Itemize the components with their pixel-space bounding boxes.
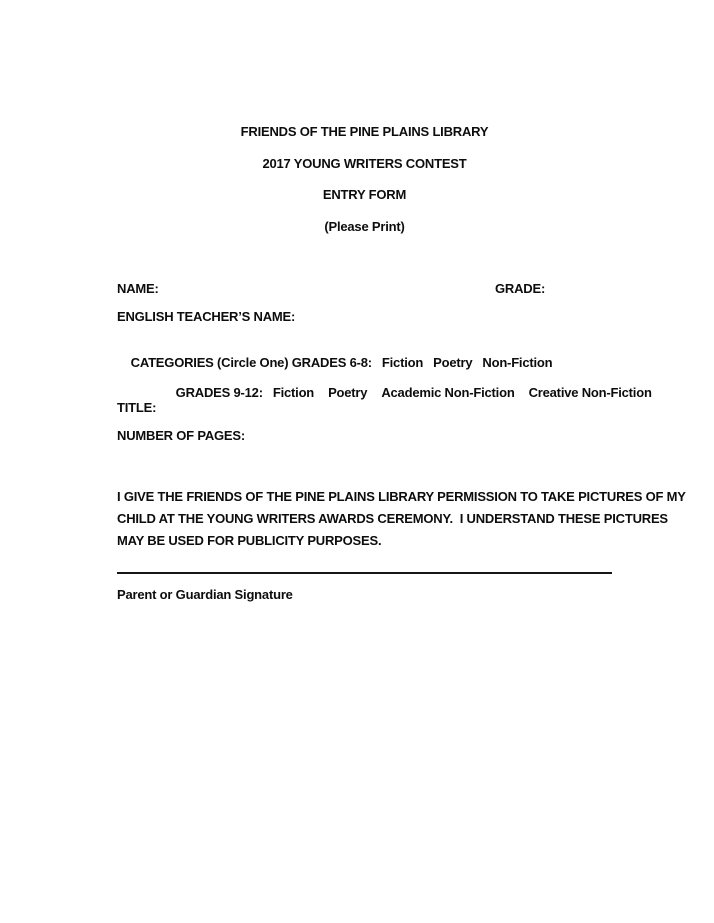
header-contest-title: 2017 YOUNG WRITERS CONTEST	[262, 156, 467, 171]
title-field-label: TITLE:	[117, 400, 157, 415]
category-6-8-option-poetry: Poetry	[433, 355, 473, 370]
name-field-label: NAME:	[117, 281, 159, 296]
category-9-12-option-poetry: Poetry	[328, 385, 368, 400]
header-organization: FRIENDS OF THE PINE PLAINS LIBRARY	[240, 124, 489, 139]
category-6-8-option-fiction: Fiction	[381, 355, 424, 370]
signature-caption: Parent or Guardian Signature	[117, 587, 293, 602]
grade-field-label: GRADE:	[495, 281, 546, 296]
category-9-12-option-fiction: Fiction	[272, 385, 315, 400]
category-6-8-option-non-fiction: Non-Fiction	[482, 355, 553, 370]
category-9-12-option-creative-non-fiction: Creative Non-Fiction	[528, 385, 652, 400]
permission-paragraph-line-2: CHILD AT THE YOUNG WRITERS AWARDS CEREMONY. I UNDERSTAND THESE PICTURES	[117, 511, 668, 526]
categories-6-8-label: CATEGORIES (Circle One) GRADES 6-8:	[130, 355, 372, 370]
signature-line	[117, 572, 612, 574]
permission-paragraph-line-1: I GIVE THE FRIENDS OF THE PINE PLAINS LIBRARY PERMISSION TO TAKE PICTURES OF MY	[117, 489, 686, 504]
categories-9-12-row	[162, 369, 652, 417]
pages-field-label: NUMBER OF PAGES:	[117, 428, 246, 443]
header-print-note: (Please Print)	[324, 219, 405, 234]
permission-paragraph-line-3: MAY BE USED FOR PUBLICITY PURPOSES.	[117, 533, 382, 548]
categories-9-12-label: GRADES 9-12:	[175, 385, 263, 400]
teacher-field-label: ENGLISH TEACHER’S NAME:	[117, 309, 296, 324]
category-9-12-option-academic-non-fiction: Academic Non-Fiction	[381, 385, 515, 400]
header-form-title: ENTRY FORM	[322, 187, 407, 202]
